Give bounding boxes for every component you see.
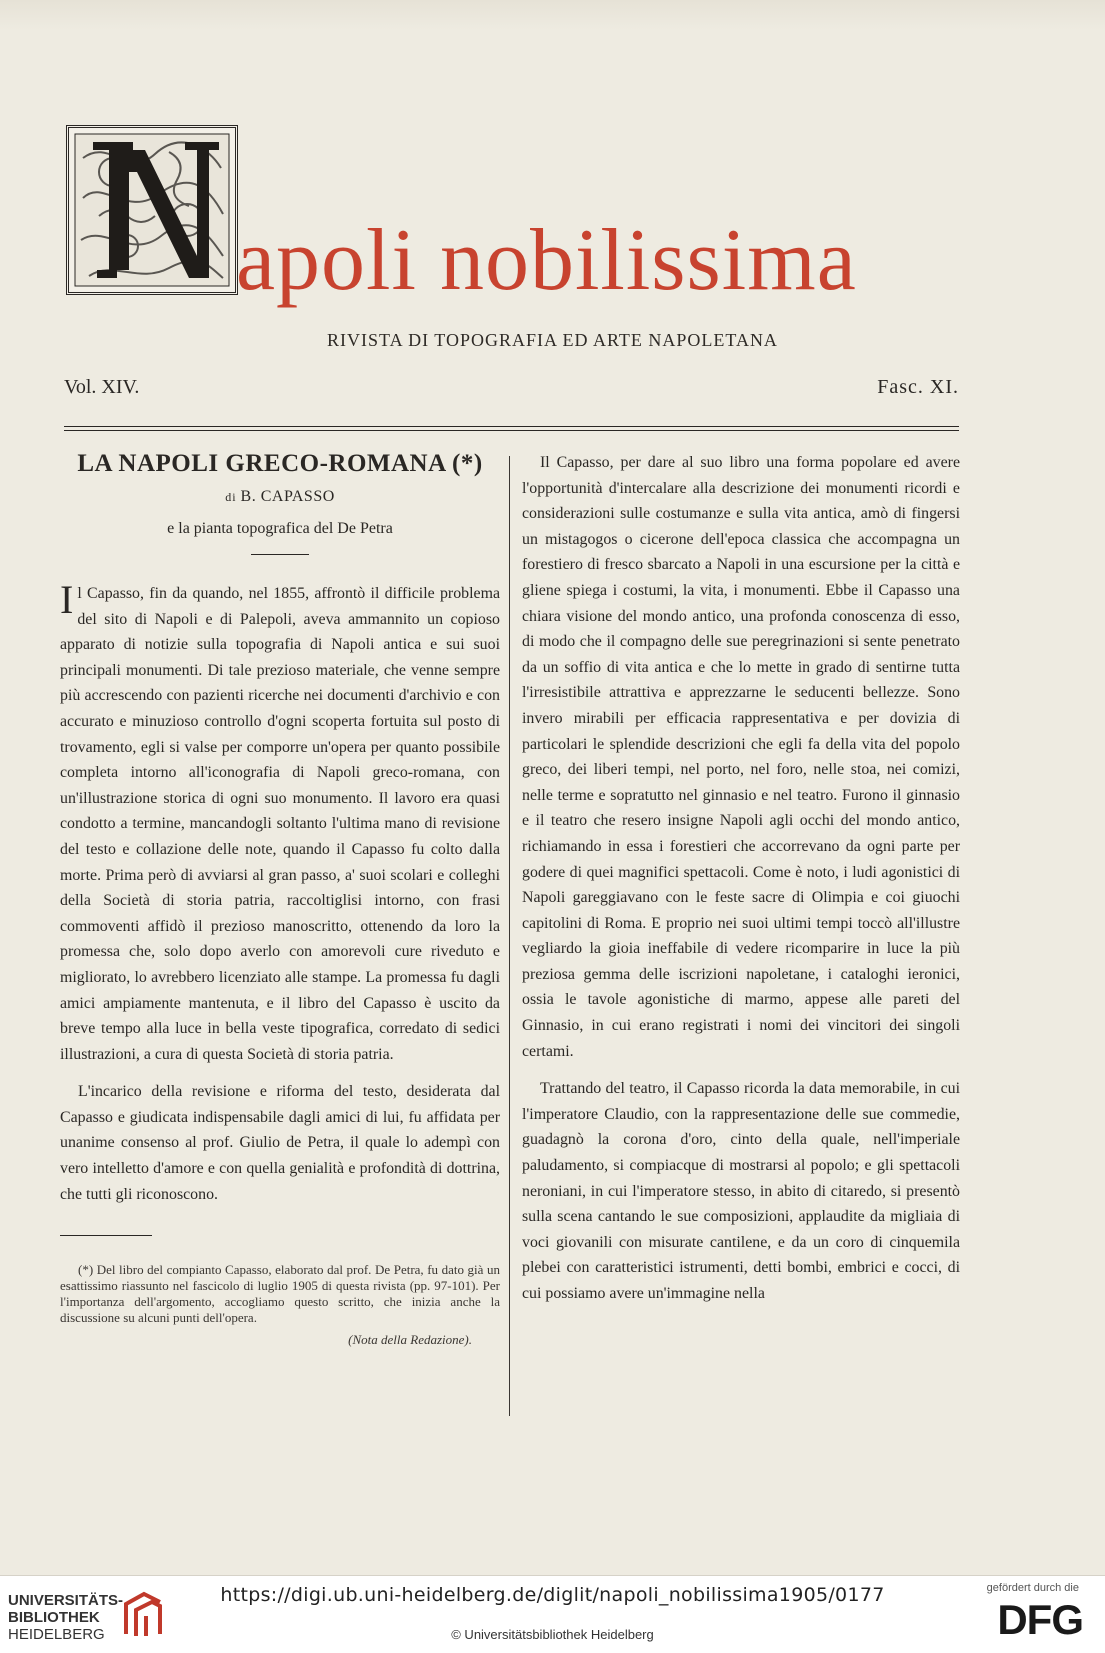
library-line: HEIDELBERG bbox=[8, 1626, 105, 1643]
author-name: B. CAPASSO bbox=[240, 488, 335, 505]
title-rule bbox=[251, 554, 309, 555]
ornate-initial bbox=[66, 125, 238, 295]
masthead bbox=[66, 125, 966, 309]
permalink-url[interactable]: https://digi.ub.uni-heidelberg.de/diglit/napoli_nobilissima1905/0177 bbox=[220, 1584, 885, 1606]
footnote-rule bbox=[60, 1235, 152, 1236]
header-rule-double bbox=[64, 430, 959, 431]
paragraph bbox=[60, 577, 500, 1067]
footnote bbox=[60, 1262, 500, 1348]
page-top-edge bbox=[0, 0, 1105, 30]
right-body bbox=[522, 450, 960, 1307]
footnote-text: (*) Del libro del compianto Capasso, elaborato dal prof. De Petra, fu dato già un esattissimo riassunto nel fascicolo di luglio 1905 di questa rivista (pp. 97-101). Per l'importanza dell'argomento, accogliamo questo scritto, che inizia anche la discussione su alcuni punti dell'opera. bbox=[60, 1262, 500, 1326]
byline-prefix: di bbox=[225, 490, 237, 504]
header-rule bbox=[64, 426, 959, 427]
copyright-notice: © Universitätsbibliothek Heidelberg bbox=[451, 1627, 654, 1642]
paragraph: Trattando del teatro, il Capasso ricorda la data memorabile, in cui l'imperatore Claudio, con la rappresentazione delle sue commedie, guadagnò la corona d'oro, cinto della quale, nell'imperiale paludamento, si compiacque di mostrarsi al popolo; e gli spettacoli neroniani, in cui l'imperatore stesso, in abito di citaredo, si presentò sulla scena cantando le sue composizioni, applaudite da migliaia di voci giovanili con misurate cantilene, e da un coro di cinquemila plebei con caratteristici istrumenti, detti bombi, embrici e cocci, di cui possiamo avere un'immagine nella bbox=[522, 1080, 960, 1302]
paragraph: L'incarico della revisione e riforma del testo, desiderata dal Capasso e giudicata indispensabile dagli amici di lui, fu affidata per unanime consenso al prof. Giulio de Petra, il quale lo adempì con vero intelletto d'amore e con quella genialità e profondità di dottrina, che tutti gli riconoscono. bbox=[60, 1083, 500, 1203]
viewer-footer bbox=[0, 1575, 1105, 1653]
article-title: LA NAPOLI GRECO-ROMANA (*) bbox=[77, 450, 483, 477]
left-body bbox=[60, 577, 500, 1207]
fascicle-label: Fasc. XI. bbox=[877, 376, 959, 398]
left-column bbox=[60, 450, 500, 1348]
library-line: UNIVERSITÄTS- bbox=[8, 1592, 124, 1609]
journal-subtitle: RIVISTA DI TOPOGRAFIA ED ARTE NAPOLETANA bbox=[327, 330, 778, 350]
ornate-initial-n-icon bbox=[69, 128, 235, 292]
byline bbox=[60, 488, 500, 506]
footnote-signature: (Nota della Redazione). bbox=[348, 1332, 472, 1348]
paragraph: Il Capasso, per dare al suo libro una forma popolare ed avere l'opportunità d'intercalare alla descrizione dei monumenti ricordi e considerazioni sulle costumanze e sulla vita antica, amò di fingersi un mistagogos o cicerone dell'epoca classica che accompagna un forestiero di fresco sbarcato a Napoli in una escursione per la città e gliene spiega i costumi, la vita, i monumenti. Ebbe il Capasso una chiara visione del mondo antico, una profonda conoscenza di esso, di modo che il compagno delle sue peregrinazioni si sente penetrato da un soffio di vita antica e che lo mette in grado di sentirne tutta l'irresistibile attrattiva e apprezzarne le seducenti bellezze. Sono invero mirabili per efficacia rappresentativa e per dovizia di particolari le splendide descrizioni che egli fa della vita del popolo greco, dei liberi tempi, nel porto, nel foro, nelle stoa, nei comizi, nelle terme e sopratutto nel ginnasio e nel teatro. Furono il ginnasio e il teatro che resero insigne Napoli agli occhi del mondo antico, richiamando in essa i forestieri che accorrevano da ogni parte per godere di quei magnifici spettacoli. Come è noto, i ludi agonistici di Napoli gareggiavano con le feste sacre di Olimpia e coi giuochi capitolini di Roma. E proprio nei suoi ultimi tempi toccò all'illustre vegliardo la gioia ineffabile di vedere ricomparire in luce la più preziosa gemma delle iscrizioni napoletane, i cataloghi ieronici, ossia le tavole agonistiche di marmo, appese alle pareti del Ginnasio, in cui erano registrati i nomi dei vincitori dei singoli certami. bbox=[522, 454, 960, 1060]
paragraph-text: l Capasso, fin da quando, nel 1855, affrontò il difficile problema del sito di Napoli e di Palepoli, aveva ammannito un copioso apparato di notizie sulla topografia di Napoli antica e sui suoi principali monumenti. Di tale prezioso materiale, che venne sempre più accrescendo con pazienti ricerche nei documenti d'archivio e con accurato e minuzioso controllo d'ogni scoperta fortuita sul posto di trovamento, egli si valse per comporre un'opera per quanto possibile completa intorno all'iconografia di Napoli greco-romana, con un'illustrazione storica di ogni suo monumento. Il lavoro era quasi condotto a termine, mancandogli soltanto l'ultima mano di revisione del testo e collazione delle note, quando il Capasso fu colto dalla morte. Prima però di avviarsi al gran passo, a' suoi scolari e colleghi della Società di storia patria, raccoltiglisi intorno, con frasi commoventi affidò il prezioso manoscritto, ottenendo da loro la promessa che, solo dopo averlo con amorevoli cure riveduto e migliorato, lo avrebbero licenziato alle stampe. La promessa fu dagli amici ampiamente mantenuta, e il libro del Capasso è uscito da breve tempo alla luce in bella veste tipografica, corredato di sedici illustrazioni, a cura di questa Società di storia patria. bbox=[60, 585, 500, 1063]
journal-title: apoli nobilissima bbox=[236, 212, 857, 309]
dfg-logo[interactable]: DFG bbox=[997, 1596, 1083, 1643]
funded-by-label: gefördert durch die bbox=[986, 1582, 1079, 1594]
volume-label: Vol. XIV. bbox=[64, 376, 140, 398]
right-column bbox=[522, 450, 960, 1307]
article-subtitle: e la pianta topografica del De Petra bbox=[167, 520, 393, 537]
column-divider bbox=[509, 456, 510, 1416]
library-line: BIBLIOTHEK bbox=[8, 1609, 100, 1626]
drop-cap: I bbox=[60, 577, 74, 622]
